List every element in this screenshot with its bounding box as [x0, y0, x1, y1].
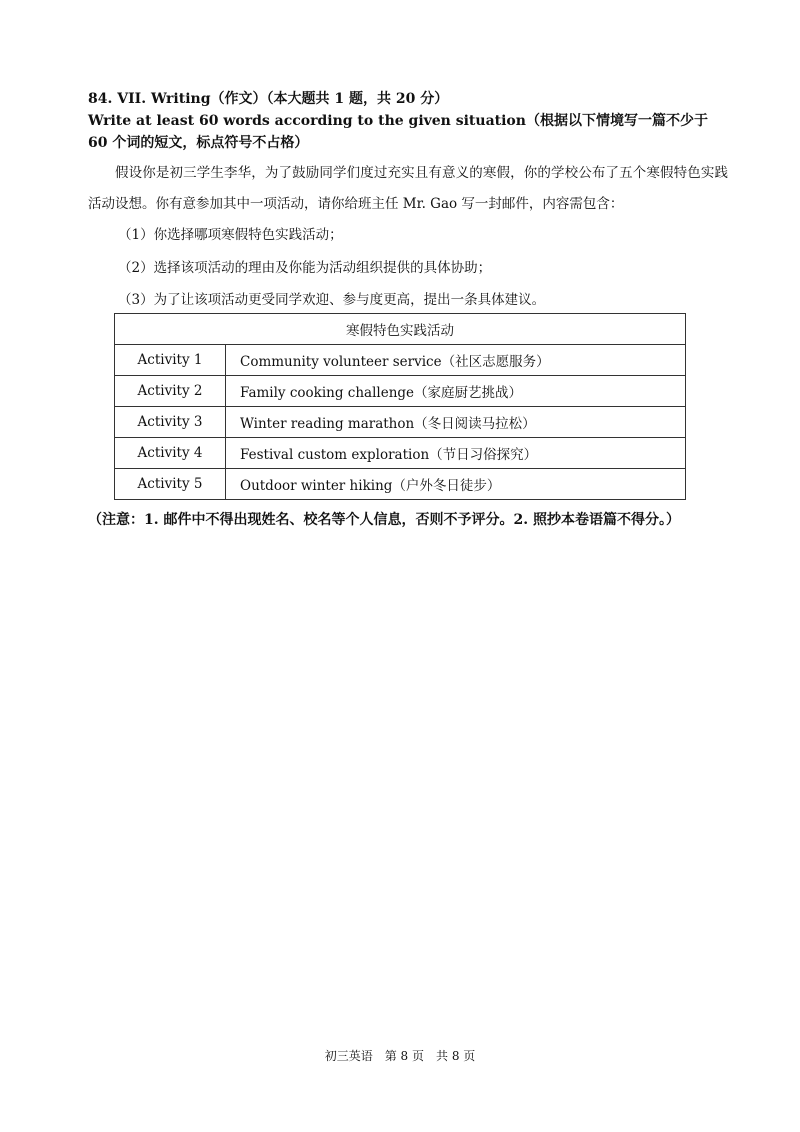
table-row [115, 438, 686, 469]
table-row [115, 407, 686, 438]
activity-label: Activity 4 [115, 438, 226, 469]
activity-label: Activity 1 [115, 345, 226, 376]
page-footer: 初三英语 第 8 页 共 8 页 [324, 1049, 476, 1063]
activities-table [114, 313, 686, 500]
table-row [115, 345, 686, 376]
activity-label: Activity 2 [115, 376, 226, 407]
requirement-2: （2）选择该项活动的理由及你能为活动组织提供的具体协助； [118, 260, 492, 276]
activity-label: Activity 3 [115, 407, 226, 438]
table-row [115, 469, 686, 500]
attention-note: （注意：1. 邮件中不得出现姓名、校名等个人信息，否则不予评分。2. 照抄本卷语篇不得分。） [88, 512, 680, 528]
table-row [115, 376, 686, 407]
requirement-1: （1）你选择哪项寒假特色实践活动； [118, 227, 343, 243]
requirement-3: （3）为了让该项活动更受同学欢迎、参与度更高，提出一条具体建议。 [118, 292, 546, 308]
table-header-row [115, 314, 686, 345]
question-title: 84. VII. Writing（作文）（本大题共 1 题，共 20 分） [88, 91, 449, 107]
activity-description: Outdoor winter hiking（户外冬日徒步） [226, 469, 686, 500]
activity-description: Festival custom exploration（节日习俗探究） [226, 438, 686, 469]
activity-description: Community volunteer service（社区志愿服务） [226, 345, 686, 376]
activity-label: Activity 5 [115, 469, 226, 500]
table-header: 寒假特色实践活动 [115, 314, 686, 345]
activity-description: Family cooking challenge（家庭厨艺挑战） [226, 376, 686, 407]
activity-description: Winter reading marathon（冬日阅读马拉松） [226, 407, 686, 438]
scenario-paragraph: 假设你是初三学生李华，为了鼓励同学们度过充实且有意义的寒假，你的学校公布了五个寒假特色实践活动设想。你有意参加其中一项活动，请你给班主任 Mr. Gao 写一封邮件，内容需包含： [88, 165, 728, 212]
question-instruction: Write at least 60 words according to the given situation（根据以下情境写一篇不少于 60 个词的短文，标点符号不占格） [88, 113, 708, 151]
